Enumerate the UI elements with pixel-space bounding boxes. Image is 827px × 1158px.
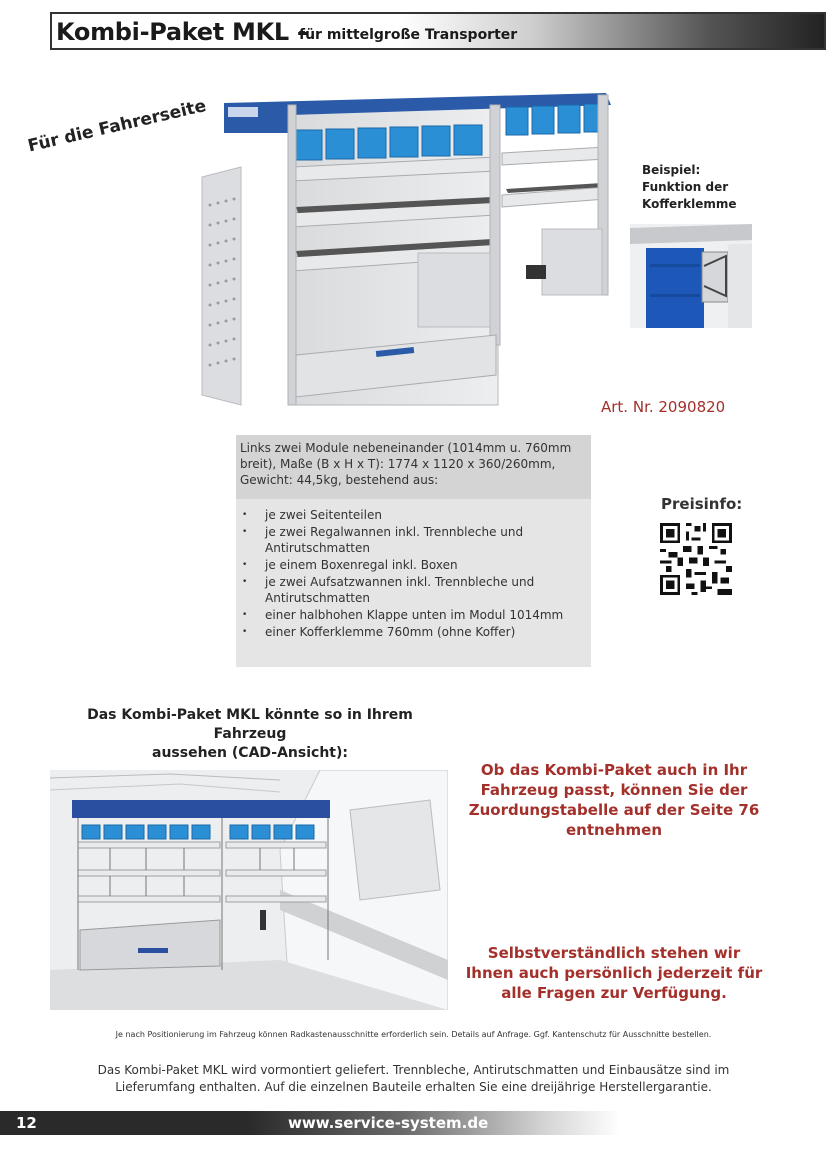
detail-caption [642, 162, 737, 213]
list-item: • je zwei Aufsatzwannen inkl. Trennbleche und Antirutschmatten [240, 574, 588, 606]
list-item: • je einem Boxenregal inkl. Boxen [240, 557, 588, 573]
specs-list [240, 507, 588, 641]
driver-side-label: Für die Fahrerseite [26, 96, 209, 157]
detail-caption-line: Beispiel: [642, 163, 701, 177]
list-item: • einer Kofferklemme 760mm (ohne Koffer) [240, 624, 588, 640]
cad-vehicle-image [50, 770, 448, 1010]
page-header [50, 12, 826, 50]
cad-title-line: Das Kombi-Paket MKL könnte so in Ihrem Fahrzeug [87, 707, 413, 742]
page-subtitle: für mittelgroße Transporter [299, 27, 518, 43]
shelf-product-image [196, 85, 616, 410]
cad-section-title [60, 706, 440, 763]
case-clamp-detail-image [630, 224, 752, 328]
list-item: • je zwei Seitenteilen [240, 507, 588, 523]
contact-info-text: Selbstverständlich stehen wir Ihnen auch persönlich jederzeit für alle Fragen zur Verfügung. [465, 944, 763, 1002]
article-number: Art. Nr. 2090820 [601, 398, 726, 416]
footnote: Je nach Positionierung im Fahrzeug können Radkastenausschnitte erforderlich sein. Details auf Anfrage. Ggf. Kantenschutz für Ausschnitte bestellen. [115, 1030, 712, 1039]
specs-box [236, 435, 591, 667]
detail-caption-line: Funktion der [642, 180, 729, 194]
cad-title-line: aussehen (CAD-Ansicht): [152, 745, 348, 761]
detail-caption-line: Kofferklemme [642, 197, 737, 211]
page-number: 12 [16, 1114, 37, 1132]
delivery-info-text: Das Kombi-Paket MKL wird vormontiert geliefert. Trennbleche, Antirutschmatten und Einbausätze sind im Lieferumfang enthalten. Auf die einzelnen Bauteile erhalten Sie eine dreijährige Herstellergarantie. [97, 1063, 730, 1094]
price-info-label: Preisinfo: [661, 495, 743, 513]
list-item: • je zwei Regalwannen inkl. Trennbleche und Antirutschmatten [240, 524, 588, 556]
fit-info-text: Ob das Kombi-Paket auch in Ihr Fahrzeug passt, können Sie der Zuordungstabelle auf der Seite 76 entnehmen [468, 761, 760, 839]
website-link[interactable]: www.service-system.de [288, 1114, 489, 1132]
list-item: • einer halbhohen Klappe unten im Modul 1014mm [240, 607, 588, 623]
page-title: Kombi-Paket MKL – [56, 18, 309, 46]
qr-code[interactable] [660, 523, 732, 595]
specs-intro: Links zwei Module nebeneinander (1014mm u. 760mm breit), Maße (B x H x T): 1774 x 1120 x 360/260mm, Gewicht: 44,5kg, bestehend aus: [236, 435, 591, 499]
